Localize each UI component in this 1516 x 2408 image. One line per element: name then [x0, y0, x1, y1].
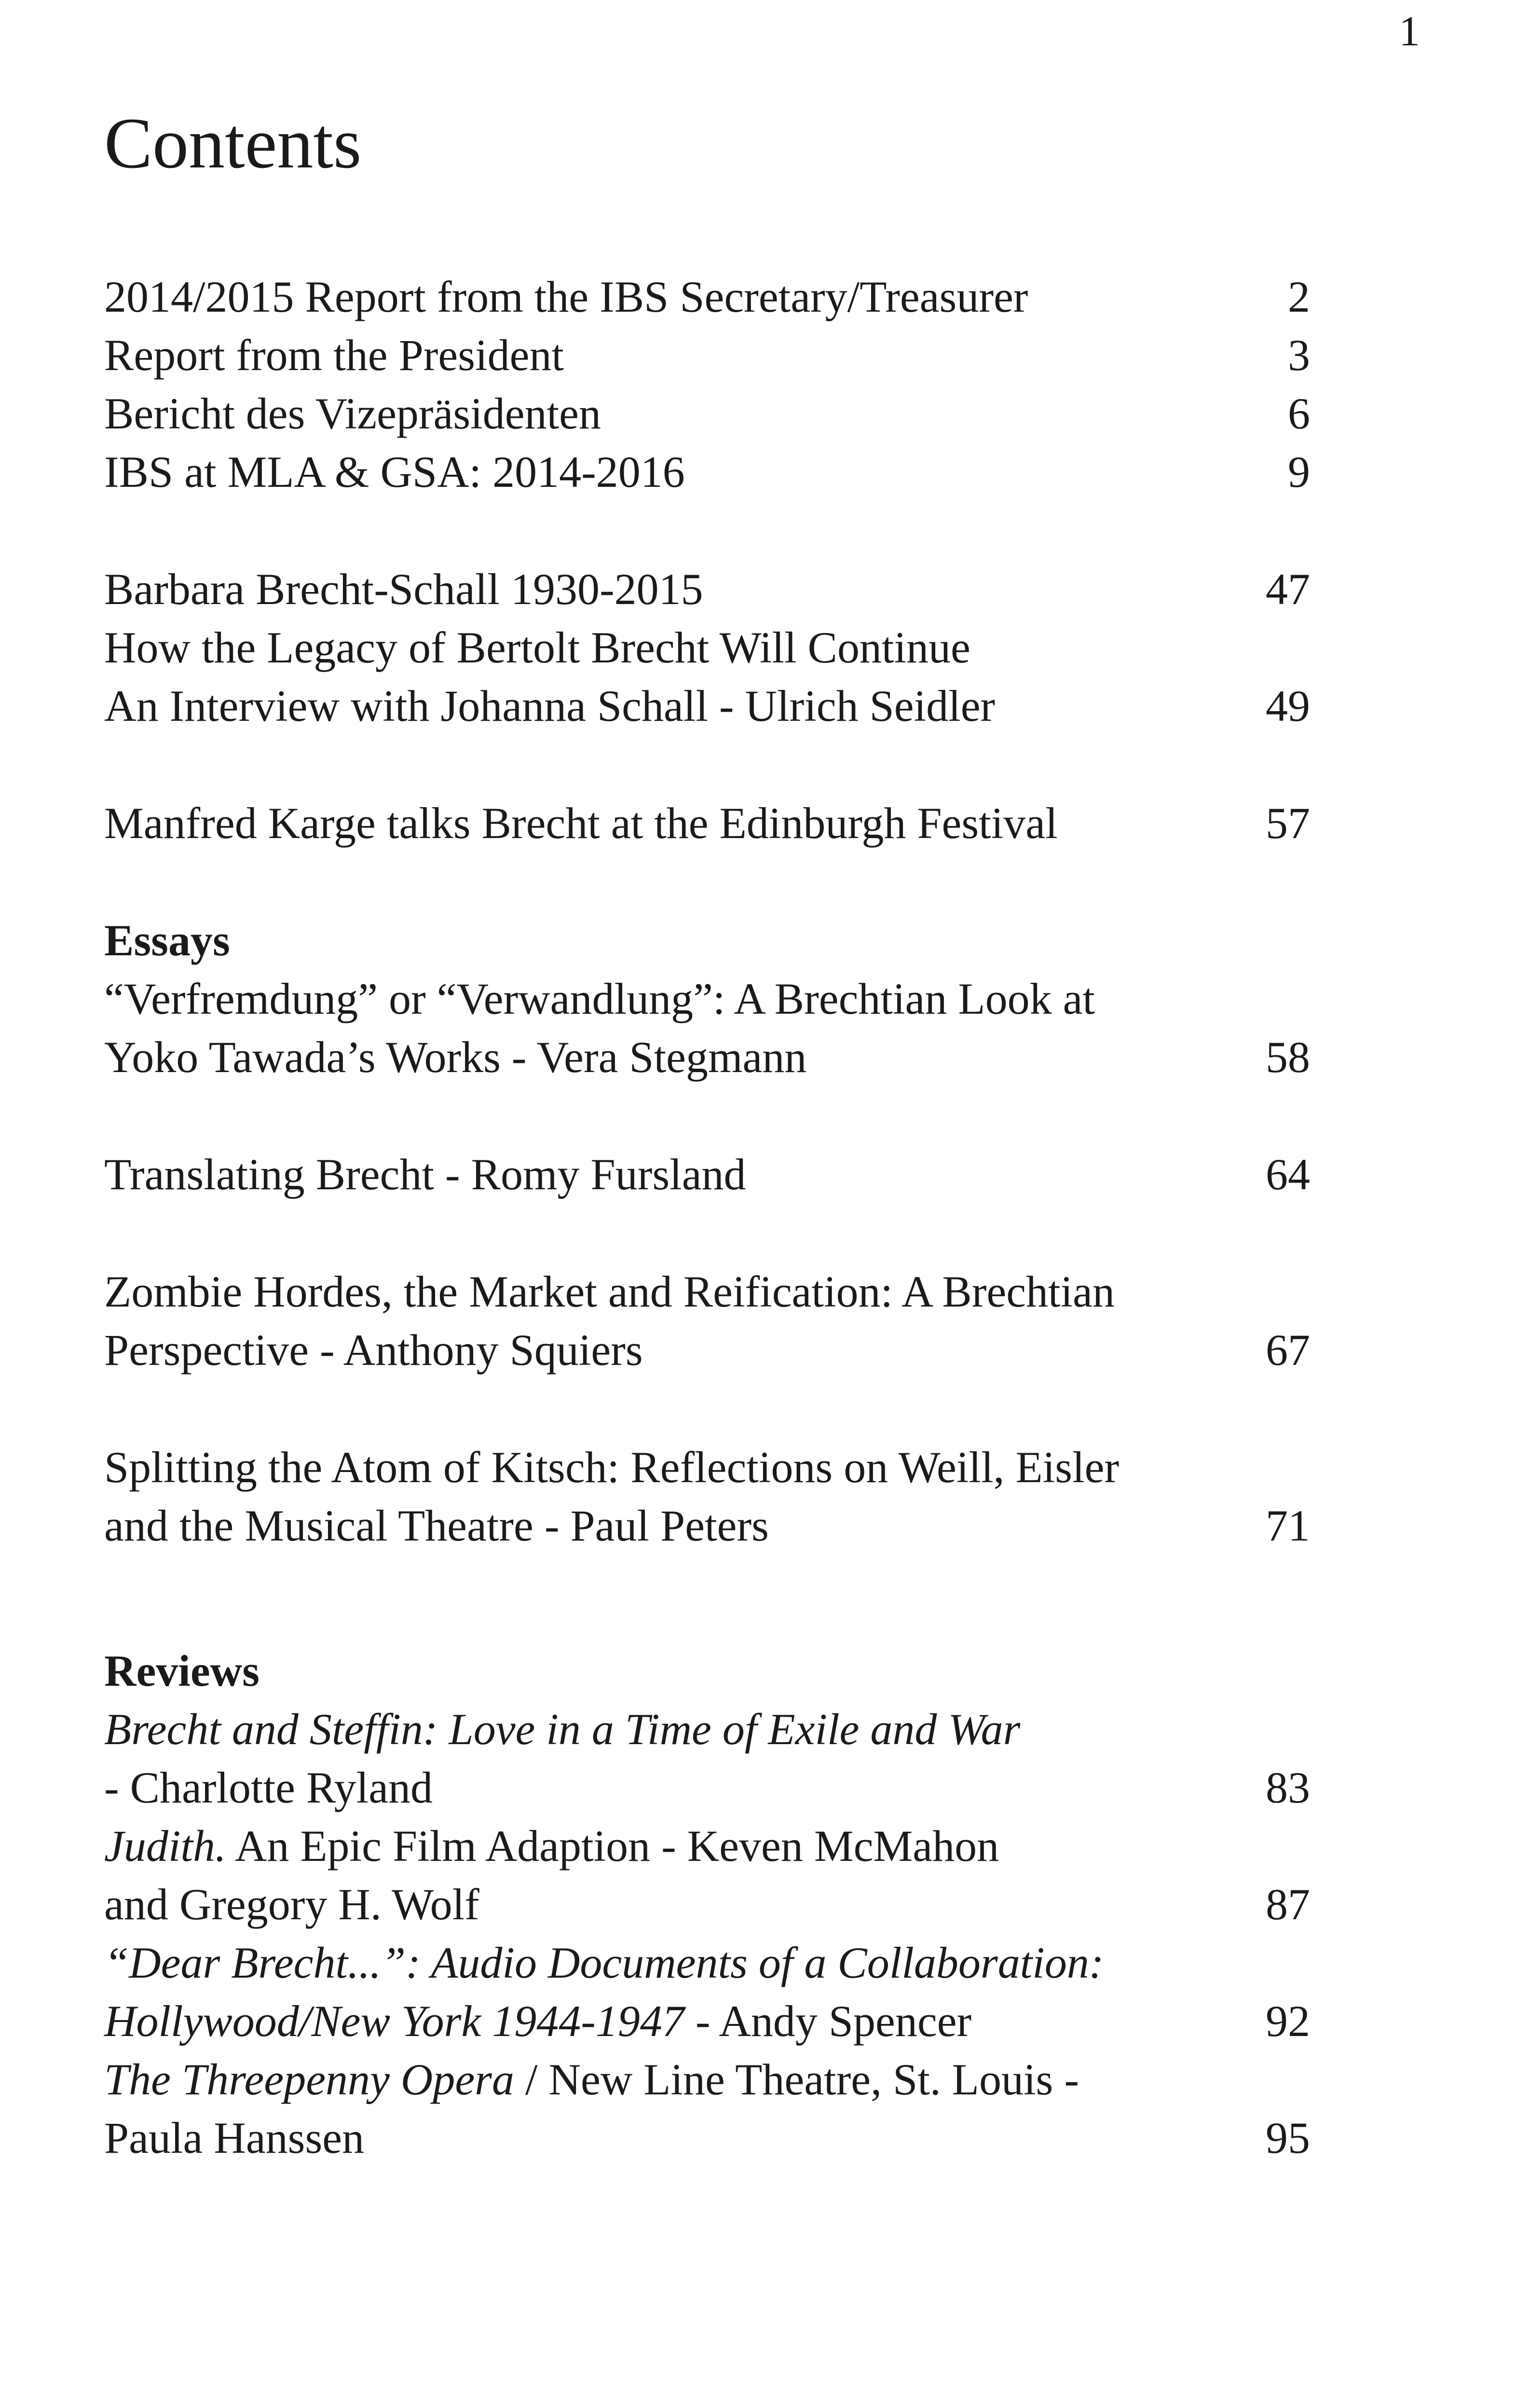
toc-entry-secretary-report[interactable]: [104, 268, 1310, 326]
toc-page-number: 2: [1288, 272, 1310, 321]
toc-entry-title: Yoko Tawada’s Works - Vera Stegmann: [104, 1032, 807, 1082]
toc-page-number: 3: [1288, 330, 1310, 380]
toc-page-number: 67: [1266, 1325, 1310, 1375]
toc-entry-steffin-cont[interactable]: [104, 1759, 1310, 1817]
toc-entry-title: 2014/2015 Report from the IBS Secretary/Treasurer: [104, 272, 1028, 321]
toc-page-number: 95: [1266, 2113, 1310, 2162]
toc-page-number: 9: [1288, 447, 1310, 496]
toc-entry-book-title: The Threepenny Opera: [104, 2055, 514, 2104]
toc-page-number: 49: [1266, 681, 1310, 730]
toc-entry-legacy-cont[interactable]: [104, 677, 1310, 735]
toc-entry-title: Bericht des Vizepräsidenten: [104, 389, 601, 438]
toc-entry-brecht-schall[interactable]: [104, 560, 1310, 619]
toc-entry-title: Report from the President: [104, 330, 564, 380]
toc-entry-title: Zombie Hordes, the Market and Reification: A Brechtian: [104, 1267, 1115, 1316]
toc-entry-title: Translating Brecht - Romy Fursland: [104, 1150, 746, 1199]
toc-entry-title: An Interview with Johanna Schall - Ulrich Seidler: [104, 681, 996, 730]
toc-page-number: 57: [1266, 798, 1310, 848]
toc-entry-zombie-cont[interactable]: [104, 1321, 1310, 1379]
toc-entry-translating[interactable]: [104, 1145, 1310, 1204]
page-number: 1: [1399, 8, 1420, 55]
toc-entry-verfremdung[interactable]: [104, 970, 1310, 1028]
toc-entry-steffin[interactable]: [104, 1700, 1310, 1759]
toc-entry-dear-brecht[interactable]: [104, 1934, 1310, 1992]
toc-entry-title: and the Musical Theatre - Paul Peters: [104, 1501, 769, 1550]
toc-page-number: 47: [1266, 564, 1310, 614]
toc-entry-book-title: Hollywood/New York 1944-1947: [104, 1996, 684, 2046]
toc-page-number: 6: [1288, 389, 1310, 438]
toc-page-number: 87: [1266, 1880, 1310, 1929]
toc-entry-title: Perspective - Anthony Squiers: [104, 1325, 643, 1375]
toc-entry-legacy[interactable]: [104, 619, 1310, 677]
table-of-contents: [104, 268, 1310, 2167]
toc-entry-title: “Verfremdung” or “Verwandlung”: A Brechtian Look at: [104, 974, 1095, 1023]
toc-page-number: 64: [1266, 1150, 1310, 1199]
toc-entry-title: How the Legacy of Bertolt Brecht Will Continue: [104, 623, 970, 672]
toc-entry-title: An Epic Film Adaption - Keven McMahon: [226, 1821, 999, 1871]
toc-entry-book-title: Brecht and Steffin: Love in a Time of Exile and War: [104, 1705, 1021, 1754]
toc-entry-author: - Charlotte Ryland: [104, 1763, 433, 1812]
toc-entry-author: and Gregory H. Wolf: [104, 1880, 479, 1929]
toc-entry-title: / New Line Theatre, St. Louis -: [514, 2055, 1079, 2104]
toc-page-number: 92: [1266, 1996, 1310, 2046]
toc-entry-kitsch[interactable]: [104, 1438, 1310, 1497]
toc-entry-dear-brecht-cont[interactable]: [104, 1992, 1310, 2050]
toc-page-number: 58: [1266, 1032, 1310, 1082]
toc-entry-kitsch-cont[interactable]: [104, 1497, 1310, 1555]
toc-entry-president-report[interactable]: [104, 326, 1310, 385]
toc-entry-title: IBS at MLA & GSA: 2014-2016: [104, 447, 685, 496]
toc-entry-judith[interactable]: [104, 1817, 1310, 1875]
toc-entry-vizepraesident[interactable]: [104, 385, 1310, 443]
page-title: Contents: [104, 103, 362, 183]
toc-entry-karge[interactable]: [104, 794, 1310, 853]
section-heading-reviews: Reviews: [104, 1646, 259, 1695]
toc-entry-book-title: Judith.: [104, 1821, 226, 1871]
toc-entry-author: - Andy Spencer: [684, 1996, 972, 2046]
toc-entry-mla-gsa[interactable]: [104, 443, 1310, 501]
toc-entry-judith-cont[interactable]: [104, 1875, 1310, 1934]
toc-page-number: 83: [1266, 1763, 1310, 1812]
toc-entry-title: Manfred Karge talks Brecht at the Edinburgh Festival: [104, 798, 1058, 848]
toc-entry-threepenny-cont[interactable]: [104, 2109, 1310, 2167]
toc-page-number: 71: [1266, 1501, 1310, 1550]
toc-entry-title: Splitting the Atom of Kitsch: Reflections on Weill, Eisler: [104, 1443, 1120, 1492]
toc-entry-author: Paula Hanssen: [104, 2113, 365, 2162]
toc-entry-threepenny[interactable]: [104, 2050, 1310, 2109]
toc-entry-title: Barbara Brecht-Schall 1930-2015: [104, 564, 703, 614]
toc-entry-zombie[interactable]: [104, 1263, 1310, 1321]
toc-entry-book-title: “Dear Brecht...”: Audio Documents of a Collaboration:: [104, 1938, 1104, 1987]
toc-entry-verfremdung-cont[interactable]: [104, 1028, 1310, 1087]
section-heading-essays: Essays: [104, 916, 230, 965]
